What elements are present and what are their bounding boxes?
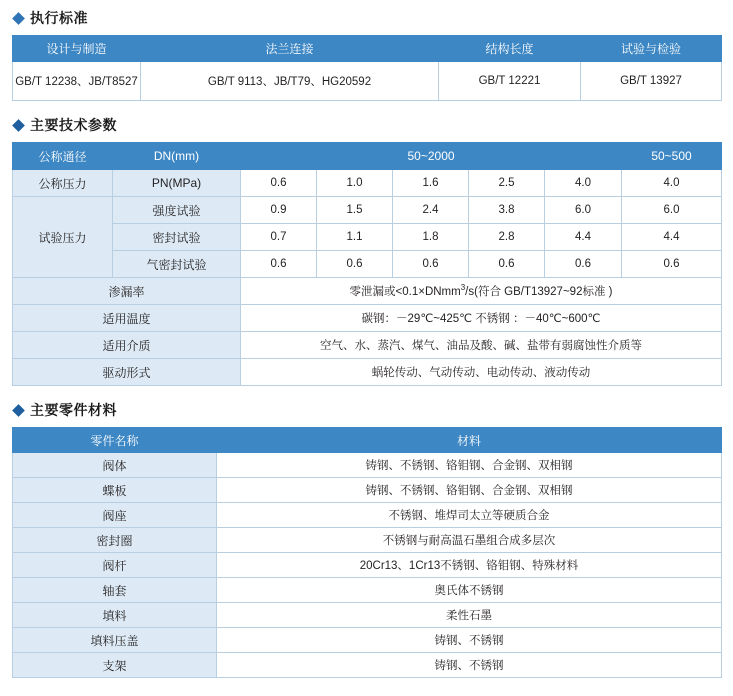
param-value: 1.0 xyxy=(317,170,393,197)
param-value: 4.0 xyxy=(622,170,722,197)
leak-text-sup: 3 xyxy=(460,283,466,293)
material-part-material: 铸钢、不锈钢 xyxy=(217,628,722,653)
diamond-bullet-icon xyxy=(12,119,25,132)
material-part-name: 密封圈 xyxy=(13,528,217,553)
param-value: 4.0 xyxy=(545,170,622,197)
param-value-medium: 空气、水、蒸汽、煤气、油品及酸、碱、盐带有弱腐蚀性介质等 xyxy=(241,332,722,359)
param-row-unit-pn: PN(MPa) xyxy=(113,170,241,197)
material-part-material: 不锈钢、堆焊司太立等硬质合金 xyxy=(217,503,722,528)
table-row xyxy=(13,332,722,359)
table-row xyxy=(13,553,722,578)
table-row xyxy=(13,528,722,553)
section-standards-title: 执行标准 xyxy=(30,10,88,26)
param-row-label-medium: 适用介质 xyxy=(13,332,241,359)
material-part-material: 奥氏体不锈钢 xyxy=(217,578,722,603)
table-row xyxy=(13,359,722,386)
param-header-range-narrow: 50~500 xyxy=(622,143,722,170)
param-value: 2.5 xyxy=(469,170,545,197)
param-value: 1.5 xyxy=(317,197,393,224)
param-header-dn-unit: DN(mm) xyxy=(113,143,241,170)
param-value: 4.4 xyxy=(622,224,722,251)
param-value-temperature: 碳钢：－29℃~425℃ 不锈钢 ：－40℃~600℃ xyxy=(241,305,722,332)
param-value: 3.8 xyxy=(469,197,545,224)
material-part-material: 20Cr13、1Cr13不锈钢、铬钼钢、特殊材料 xyxy=(217,553,722,578)
parameters-table xyxy=(12,142,722,386)
table-row xyxy=(13,503,722,528)
param-value: 0.6 xyxy=(317,251,393,278)
param-value: 0.6 xyxy=(545,251,622,278)
leak-text-pre: 零泄漏或<0.1×DNmm xyxy=(349,286,461,298)
standards-value-cell: GB/T 13927 xyxy=(581,62,722,101)
material-part-name: 阀杆 xyxy=(13,553,217,578)
materials-header-material: 材料 xyxy=(217,428,722,453)
table-row xyxy=(13,62,722,101)
table-header-row xyxy=(13,143,722,170)
material-part-name: 支架 xyxy=(13,653,217,678)
standards-header-cell: 试验与检验 xyxy=(581,36,722,62)
param-value-drive: 蜗轮传动、气动传动、电动传动、液动传动 xyxy=(241,359,722,386)
material-part-name: 阀体 xyxy=(13,453,217,478)
diamond-bullet-icon xyxy=(12,404,25,417)
material-part-material: 不锈钢与耐高温石墨组合成多层次 xyxy=(217,528,722,553)
param-value: 0.6 xyxy=(241,170,317,197)
param-value: 1.6 xyxy=(393,170,469,197)
param-row-label-airseal: 气密封试验 xyxy=(113,251,241,278)
param-header-dn-label: 公称通径 xyxy=(13,143,113,170)
section-materials-heading xyxy=(14,400,721,420)
table-row xyxy=(13,224,722,251)
table-row xyxy=(13,603,722,628)
table-row xyxy=(13,628,722,653)
param-value: 0.6 xyxy=(241,251,317,278)
table-row xyxy=(13,453,722,478)
param-header-range-wide: 50~2000 xyxy=(241,143,622,170)
section-materials-title: 主要零件材料 xyxy=(30,402,117,418)
diamond-bullet-icon xyxy=(12,12,25,25)
table-row xyxy=(13,305,722,332)
section-standards-heading xyxy=(14,8,721,28)
standards-table xyxy=(12,35,722,101)
material-part-material: 柔性石墨 xyxy=(217,603,722,628)
section-parameters-title: 主要技术参数 xyxy=(30,117,117,133)
material-part-name: 阀座 xyxy=(13,503,217,528)
param-value: 6.0 xyxy=(622,197,722,224)
materials-header-name: 零件名称 xyxy=(13,428,217,453)
param-value: 2.4 xyxy=(393,197,469,224)
leak-text-post: /s(符合 GB/T13927~92标准 ) xyxy=(465,286,613,298)
table-row xyxy=(13,653,722,678)
param-value: 1.8 xyxy=(393,224,469,251)
table-row xyxy=(13,478,722,503)
standards-header-cell: 设计与制造 xyxy=(13,36,141,62)
material-part-material: 铸钢、不锈钢 xyxy=(217,653,722,678)
param-value-leak xyxy=(241,278,722,305)
standards-value-cell: GB/T 12221 xyxy=(439,62,581,101)
material-part-name: 填料 xyxy=(13,603,217,628)
standards-value-cell: GB/T 9113、JB/T79、HG20592 xyxy=(141,62,439,101)
param-row-label-strength: 强度试验 xyxy=(113,197,241,224)
table-row xyxy=(13,197,722,224)
table-header-row xyxy=(13,36,722,62)
param-row-label-pn: 公称压力 xyxy=(13,170,113,197)
section-standards xyxy=(12,8,721,101)
param-row-label-drive: 驱动形式 xyxy=(13,359,241,386)
material-part-material: 铸钢、不锈钢、铬钼钢、合金钢、双相钢 xyxy=(217,478,722,503)
material-part-name: 轴套 xyxy=(13,578,217,603)
param-value: 0.6 xyxy=(393,251,469,278)
table-row xyxy=(13,278,722,305)
standards-header-cell: 法兰连接 xyxy=(141,36,439,62)
section-parameters-heading xyxy=(14,115,721,135)
param-value: 0.6 xyxy=(469,251,545,278)
param-value: 6.0 xyxy=(545,197,622,224)
material-part-name: 蝶板 xyxy=(13,478,217,503)
param-value: 0.6 xyxy=(622,251,722,278)
section-parameters xyxy=(12,115,721,386)
table-row xyxy=(13,170,722,197)
param-row-label-leak: 渗漏率 xyxy=(13,278,241,305)
standards-value-cell: GB/T 12238、JB/T8527 xyxy=(13,62,141,101)
table-row xyxy=(13,578,722,603)
param-row-label-test-pressure: 试验压力 xyxy=(13,197,113,278)
material-part-material: 铸钢、不锈钢、铬钼钢、合金钢、双相钢 xyxy=(217,453,722,478)
param-value: 4.4 xyxy=(545,224,622,251)
param-row-label-temperature: 适用温度 xyxy=(13,305,241,332)
param-value: 0.9 xyxy=(241,197,317,224)
param-value: 0.7 xyxy=(241,224,317,251)
param-value: 2.8 xyxy=(469,224,545,251)
table-header-row xyxy=(13,428,722,453)
materials-table xyxy=(12,427,722,678)
material-part-name: 填料压盖 xyxy=(13,628,217,653)
table-row xyxy=(13,251,722,278)
param-row-label-seal: 密封试验 xyxy=(113,224,241,251)
standards-header-cell: 结构长度 xyxy=(439,36,581,62)
param-value: 1.1 xyxy=(317,224,393,251)
section-materials xyxy=(12,400,721,678)
